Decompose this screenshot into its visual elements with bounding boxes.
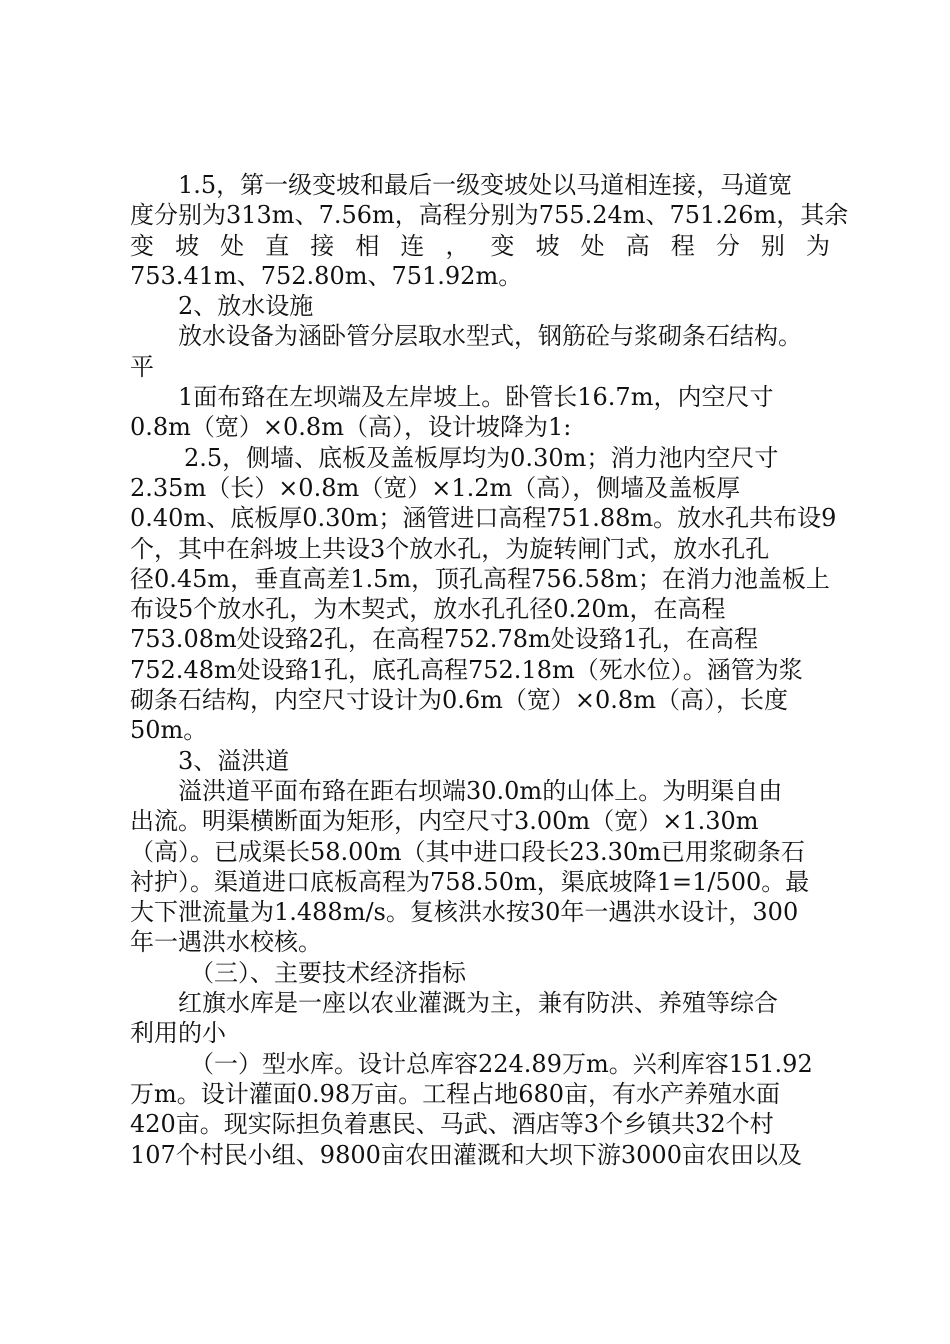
text-line: 径0.45m，垂直高差1.5m，顶孔高程756.58m；在消力池盖板上	[130, 564, 830, 593]
text-line: 50m。	[130, 716, 208, 745]
text-line: 752.48m处设臵1孔，底孔高程752.18m（死水位）。涵管为浆	[130, 655, 803, 684]
text-line: 万m。设计灌面0.98万亩。工程占地680亩，有水产养殖水面	[130, 1079, 781, 1108]
text-line: 溢洪道平面布臵在距右坝端30.0m的山体上。为明渠自由	[178, 776, 783, 805]
text-line: 753.41m、752.80m、751.92m。	[130, 261, 523, 290]
text-line: 出流。明渠横断面为矩形，内空尺寸3.00m（宽）×1.30m	[130, 807, 759, 836]
document-body	[130, 170, 849, 1170]
section-heading: 3、溢洪道	[178, 746, 290, 775]
text-line: 大下泄流量为1.488m/s。复核洪水按30年一遇洪水设计，300	[130, 898, 799, 927]
text-line: 布设5个放水孔，为木契式，放水孔孔径0.20m，在高程	[130, 595, 726, 624]
text-line: 放水设备为涵卧管分层取水型式，钢筋砼与浆砌条石结构。	[178, 322, 802, 351]
text-line: 个，其中在斜坡上共设3个放水孔，为旋转闸门式，放水孔孔	[130, 534, 770, 563]
text-line: 砌条石结构，内空尺寸设计为0.6m（宽）×0.8m（高），长度	[130, 686, 788, 715]
text-line: 红旗水库是一座以农业灌溉为主，兼有防洪、养殖等综合	[178, 989, 778, 1018]
text-line: 753.08m处设臵2孔，在高程752.78m处设臵1孔，在高程	[130, 625, 759, 654]
section-heading: 2、放水设施	[178, 292, 314, 321]
text-line: （高）。已成渠长58.00m（其中进口段长23.30m已用浆砌条石	[130, 837, 805, 866]
text-line: 变 坡 处 直 接 相 连 ， 变 坡 处 高 程 分 别 为	[130, 231, 830, 260]
text-line: 1.5，第一级变坡和最后一级变坡处以马道相连接，马道宽	[178, 171, 793, 199]
text-line: 107个村民小组、9800亩农田灌溉和大坝下游3000亩农田以及	[130, 1140, 802, 1169]
text-line: 利用的小	[130, 1019, 226, 1048]
text-line: （一）型水库。设计总库容224.89万m。兴利库容151.92	[190, 1049, 813, 1078]
text-line: 度分别为313m、7.56m，高程分别为755.24m、751.26m，其余	[130, 201, 849, 230]
text-line: 0.40m、底板厚0.30m；涵管进口高程751.88m。放水孔共布设9	[130, 504, 837, 533]
text-line: 420亩。现实际担负着惠民、马武、酒店等3个乡镇共32个村	[130, 1110, 774, 1139]
text-line: 1面布臵在左坝端及左岸坡上。卧管长16.7m，内空尺寸	[178, 383, 774, 412]
text-line: 年一遇洪水校核。	[130, 928, 322, 957]
text-line: 2.5，侧墙、底板及盖板厚均为0.30m；消力池内空尺寸	[184, 443, 779, 472]
text-line: 0.8m（宽）×0.8m（高），设计坡降为1:	[130, 413, 572, 442]
text-line: 平	[130, 352, 154, 381]
text-line: 2.35m（长）×0.8m（宽）×1.2m（高），侧墙及盖板厚	[130, 473, 741, 502]
text-line: 衬护）。渠道进口底板高程为758.50m，渠底坡降1=1/500。最	[130, 867, 810, 896]
section-heading: （三）、主要技术经济指标	[190, 958, 466, 987]
